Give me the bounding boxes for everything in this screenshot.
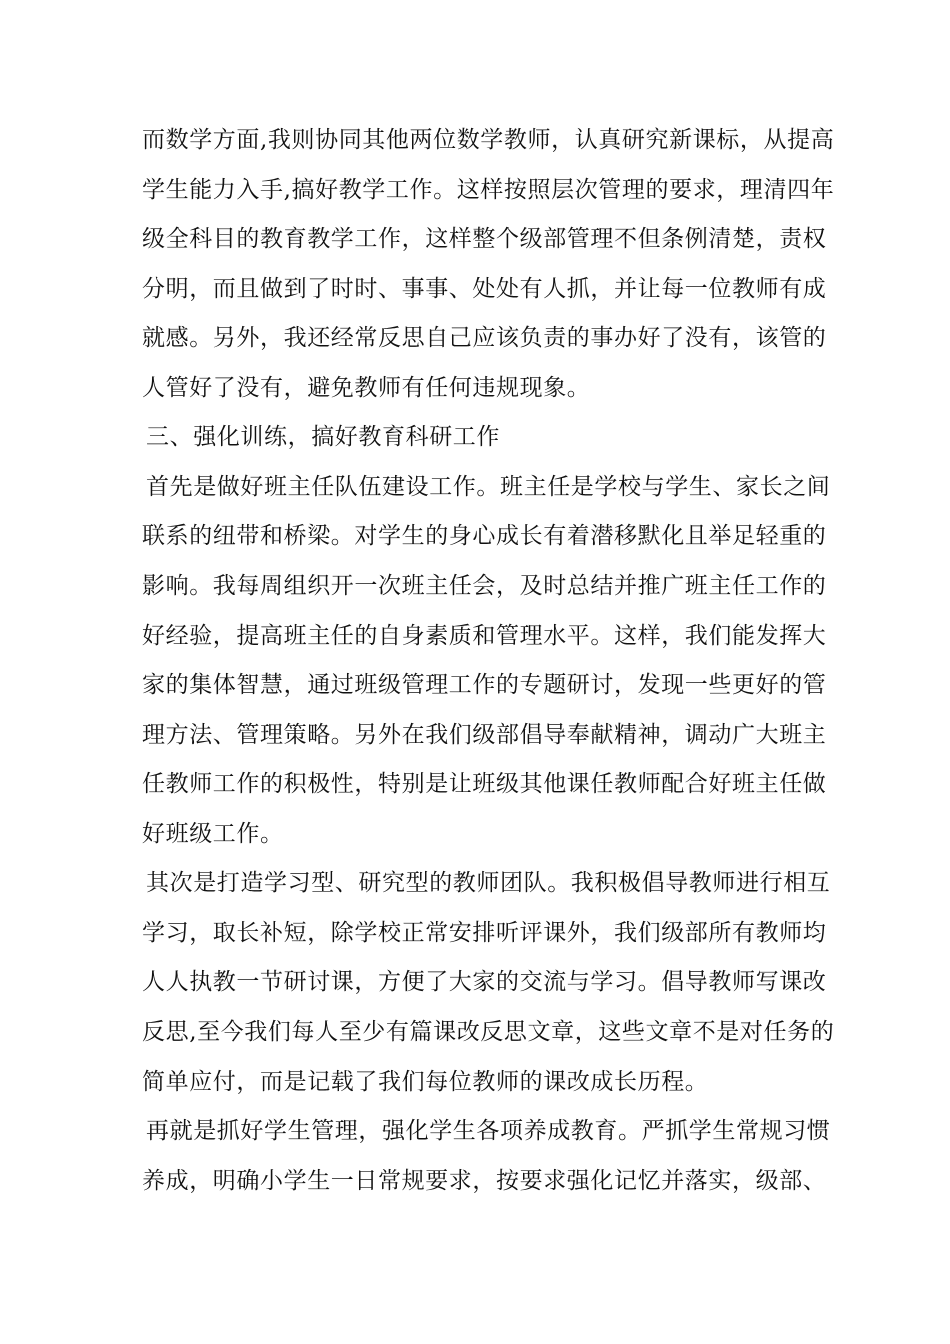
text-line: 影响。我每周组织开一次班主任会，及时总结并推广班主任工作的 — [142, 573, 827, 599]
text-line: 而数学方面,我则协同其他两位数学教师，认真研究新课标，从提高 — [142, 127, 835, 153]
text-line: 首先是做好班主任队伍建设工作。班主任是学校与学生、家长之间 — [146, 474, 831, 500]
text-line: 理方法、管理策略。另外在我们级部倡导奉献精神，调动广大班主 — [142, 722, 827, 748]
text-line: 级全科目的教育教学工作，这样整个级部管理不但条例清楚，责权 — [142, 226, 827, 252]
text-line: 分明，而且做到了时时、事事、处处有人抓，并让每一位教师有成 — [142, 276, 827, 302]
text-line: 联系的纽带和桥梁。对学生的身心成长有着潜移默化且举足轻重的 — [142, 523, 827, 549]
text-line: 养成，明确小学生一日常规要求，按要求强化记忆并落实，级部、 — [142, 1168, 827, 1194]
text-line: 学习，取长补短，除学校正常安排听评课外，我们级部所有教师均 — [142, 920, 827, 946]
text-line: 再就是抓好学生管理，强化学生各项养成教育。严抓学生常规习惯 — [146, 1118, 831, 1144]
text-line: 好经验，提高班主任的自身素质和管理水平。这样，我们能发挥大 — [142, 623, 827, 649]
text-line: 学生能力入手,搞好教学工作。这样按照层次管理的要求，理清四年 — [142, 177, 835, 203]
text-line: 其次是打造学习型、研究型的教师团队。我积极倡导教师进行相互 — [146, 870, 831, 896]
text-line: 家的集体智慧，通过班级管理工作的专题研讨，发现一些更好的管 — [142, 672, 827, 698]
text-line: 任教师工作的积极性，特别是让班级其他课任教师配合好班主任做 — [142, 771, 827, 797]
text-line: 就感。另外，我还经常反思自己应该负责的事办好了没有，该管的 — [142, 325, 827, 351]
text-line: 反思,至今我们每人至少有篇课改反思文章，这些文章不是对任务的 — [142, 1019, 835, 1045]
section-heading: 三、强化训练，搞好教育科研工作 — [146, 424, 500, 450]
text-line: 人管好了没有，避免教师有任何违规现象。 — [142, 375, 591, 401]
text-line: 好班级工作。 — [142, 821, 284, 847]
text-line: 人人执教一节研讨课，方便了大家的交流与学习。倡导教师写课改 — [142, 969, 827, 995]
text-line: 简单应付，而是记载了我们每位教师的课改成长历程。 — [142, 1069, 709, 1095]
